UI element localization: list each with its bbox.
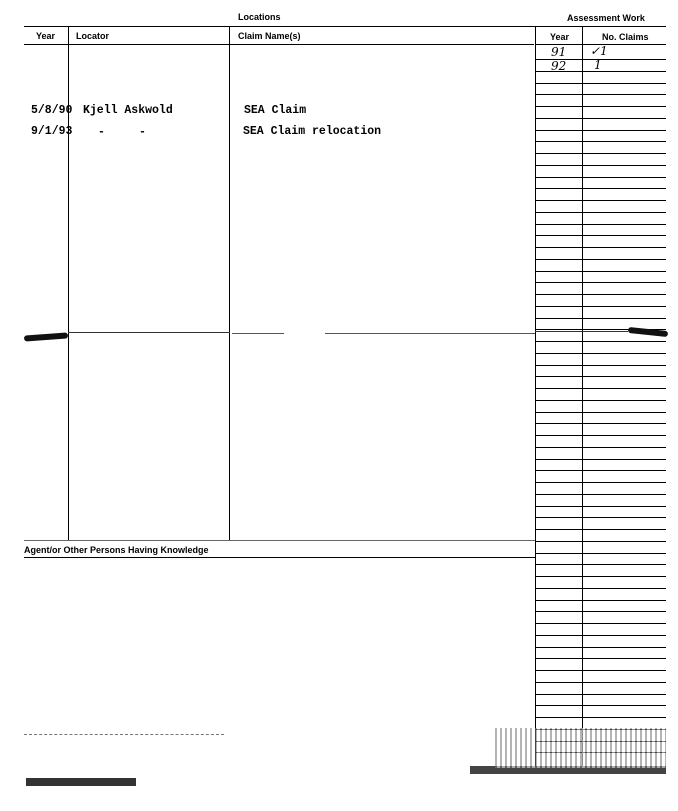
entry-locator: Kjell Askwold [83, 104, 173, 117]
header-rule-left [24, 44, 534, 45]
assessment-row-rule [535, 435, 666, 436]
assessment-row-rule [535, 141, 666, 142]
assessment-row-rule [535, 259, 666, 260]
assessment-row-rule [535, 83, 666, 84]
assessment-row-rule [535, 470, 666, 471]
assessment-row-rule [535, 177, 666, 178]
assessment-row-rule [535, 600, 666, 601]
locations-title: Locations [238, 12, 281, 22]
col-header-locator: Locator [76, 31, 110, 41]
assessment-row-rule [535, 494, 666, 495]
assessment-row-rule [535, 365, 666, 366]
assessment-row-rule [535, 564, 666, 565]
assessment-row-rule [535, 705, 666, 706]
assessment-row-rule [535, 118, 666, 119]
assessment-row-rule [535, 647, 666, 648]
assessment-row-rule [535, 94, 666, 95]
assessment-row-rule [535, 200, 666, 201]
assessment-row-rule [535, 623, 666, 624]
assessment-claims: ✓1 [590, 44, 608, 58]
assessment-row-rule [535, 541, 666, 542]
assessment-row-rule [535, 717, 666, 718]
assessment-row-rule [535, 341, 666, 342]
assessment-row-rule [535, 576, 666, 577]
assessment-row-rule [535, 388, 666, 389]
assessment-row-rule [535, 482, 666, 483]
fold-line [68, 332, 230, 333]
entry-claim-name: SEA Claim relocation [243, 125, 382, 138]
assessment-row-rule [535, 447, 666, 448]
assessment-row-rule [535, 235, 666, 236]
col-header-claim-names: Claim Name(s) [238, 31, 301, 41]
assessment-row-rule [535, 694, 666, 695]
assessment-row-rule [535, 423, 666, 424]
agents-label: Agent/or Other Persons Having Knowledge [24, 545, 209, 555]
entry-year: 9/1/93 [31, 125, 73, 138]
entry-locator-ditto: - [139, 126, 146, 139]
assessment-row-rule [535, 106, 666, 107]
assessment-row-rule [535, 611, 666, 612]
entry-year: 5/8/90 [31, 104, 73, 117]
assessment-row-rule [535, 271, 666, 272]
assessment-row-rule [535, 247, 666, 248]
assessment-row-rule [535, 459, 666, 460]
col-header-assessment-year: Year [550, 32, 570, 42]
assessment-divider [582, 27, 583, 767]
assessment-row-rule [535, 318, 666, 319]
scan-noise [24, 734, 224, 736]
assessment-row-rule [535, 376, 666, 377]
agents-rule [24, 557, 535, 558]
scan-noise [495, 728, 666, 768]
assessment-year: 92 [551, 59, 567, 73]
assessment-row-rule [535, 517, 666, 518]
assessment-row-rule [535, 400, 666, 401]
assessment-row-rule [535, 529, 666, 530]
assessment-row-rule [535, 353, 666, 354]
entry-claim-name: SEA Claim [244, 104, 307, 117]
assessment-row-rule [535, 670, 666, 671]
assessment-work-title: Assessment Work [567, 13, 645, 23]
assessment-row-rule [535, 506, 666, 507]
assessment-row-rule [535, 682, 666, 683]
assessment-row-rule [535, 306, 666, 307]
assessment-row-rule [535, 282, 666, 283]
scan-noise [26, 778, 136, 786]
assessment-row-rule [535, 188, 666, 189]
entry-locator: - [98, 126, 105, 139]
col-header-no-claims: No. Claims [602, 32, 649, 42]
locations-bottom-rule [24, 540, 535, 541]
assessment-row-rule [535, 588, 666, 589]
assessment-row-rule [535, 165, 666, 166]
assessment-row-rule [535, 658, 666, 659]
assessment-row-rule [535, 412, 666, 413]
assessment-row-rule [535, 635, 666, 636]
column-divider-locator [229, 27, 230, 540]
binder-mark-left [24, 332, 68, 341]
fold-line [535, 331, 628, 332]
col-header-year: Year [36, 31, 56, 41]
assessment-row-rule [535, 294, 666, 295]
assessment-row-rule [535, 553, 666, 554]
top-rule [24, 26, 666, 27]
fold-line [325, 333, 535, 334]
assessment-row-rule [535, 224, 666, 225]
assessment-row-rule [535, 130, 666, 131]
assessment-left-border [535, 27, 536, 767]
assessment-claims: 1 [594, 58, 602, 72]
assessment-row-rule [535, 212, 666, 213]
assessment-row-rule [535, 153, 666, 154]
assessment-year: 91 [551, 45, 567, 59]
fold-line [232, 333, 284, 334]
